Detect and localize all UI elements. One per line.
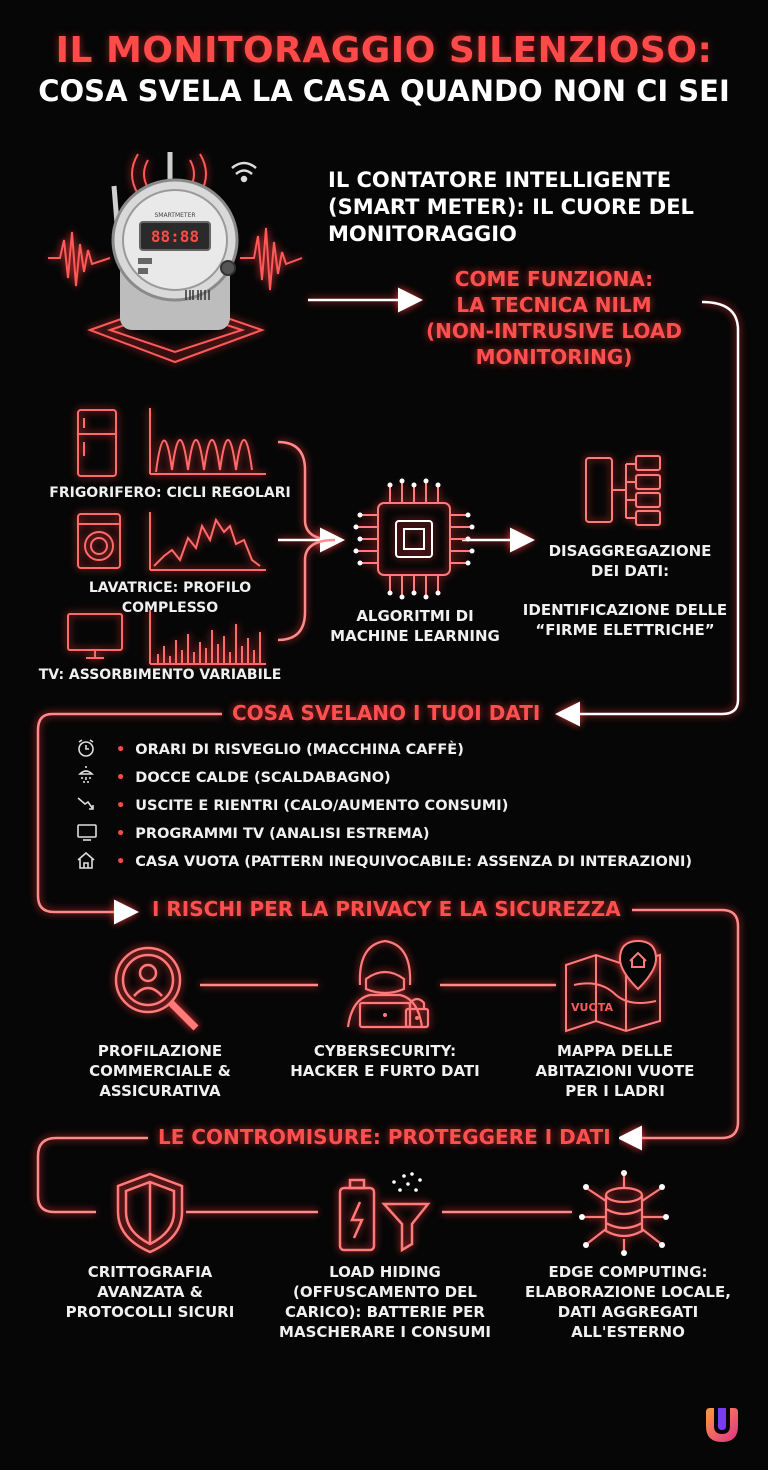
counter-label-line: CARICO): BATTERIE PER — [285, 1303, 485, 1321]
nilm-heading-line: LA TECNICA NILM — [456, 293, 652, 317]
reveal-item-text: DOCCE CALDE (SCALDABAGNO) — [135, 770, 391, 786]
tv-icon — [68, 614, 122, 658]
map-label: VUOTA — [571, 1001, 613, 1014]
ml-label — [330, 606, 500, 646]
alarm-clock-icon — [76, 738, 102, 762]
disaggregation-label — [520, 541, 740, 581]
meter-brand: SMARTMETER — [154, 212, 196, 219]
fridge-icon — [78, 410, 116, 476]
database-network-icon — [574, 1165, 674, 1261]
reveal-item-text: USCITE E RIENTRI (CALO/AUMENTO CONSUMI) — [135, 798, 509, 814]
ml-label-line: MACHINE LEARNING — [330, 627, 500, 645]
counter-label-line: AVANZATA & — [97, 1283, 203, 1301]
hacker-icon — [330, 935, 440, 1035]
reveal-item-text: CASA VUOTA (PATTERN INEQUIVOCABILE: ASSENZA DI INTERAZIONI) — [135, 854, 692, 870]
counter-label-line: ELABORAZIONE LOCALE, — [525, 1283, 731, 1301]
chip-icon — [348, 475, 480, 605]
ml-label-line: ALGORITMI DI — [356, 607, 474, 625]
appliance-signatures — [60, 400, 280, 680]
counter-label-line: ALL'ESTERNO — [571, 1323, 685, 1341]
disaggregation-sub — [505, 600, 745, 640]
fridge-signature — [150, 408, 266, 474]
meter-display: 88:88 — [150, 227, 200, 246]
counter-label-line: (OFFUSCAMENTO DEL — [293, 1283, 477, 1301]
battery-filter-icon — [330, 1168, 440, 1258]
counter-label-line: PROTOCOLLI SICURI — [65, 1303, 235, 1321]
risk-label-cyber — [280, 1041, 490, 1081]
risk-label-line: ASSICURATIVA — [99, 1082, 221, 1100]
reveal-title: COSA SVELANO I TUOI DATI — [224, 701, 548, 725]
counter-label-edge — [508, 1262, 748, 1342]
tree-structure-icon — [580, 450, 670, 530]
risk-label-map — [510, 1041, 720, 1101]
nilm-heading-line: MONITORING) — [475, 345, 633, 369]
counter-label-line: CRITTOGRAFIA — [87, 1263, 213, 1281]
reveal-item: • PROGRAMMI TV (ANALISI ESTREMA) — [76, 822, 429, 846]
appliance-label-fridge: FRIGORIFERO: CICLI REGOLARI — [49, 485, 291, 501]
main-subtitle: COSA SVELA LA CASA QUANDO NON CI SEI — [38, 74, 730, 108]
disaggregation-label-line: DEI DATI: — [590, 562, 670, 580]
counter-label-line: MASCHERARE I CONSUMI — [279, 1323, 491, 1341]
tv-signature — [150, 610, 266, 664]
appliance-label-tv: TV: ASSORBIMENTO VARIABILE — [38, 667, 282, 683]
counter-label-loadhiding — [265, 1262, 505, 1342]
appliance-label-washer: LAVATRICE: PROFILO COMPLESSO — [88, 580, 252, 616]
counter-label-line: EDGE COMPUTING: — [548, 1263, 708, 1281]
risk-label-line: HACKER E FURTO DATI — [290, 1062, 480, 1080]
reveal-item: • CASA VUOTA (PATTERN INEQUIVOCABILE: ASSENZA DI INTERAZIONI) — [76, 850, 692, 874]
meter-heading — [328, 167, 728, 248]
meter-heading-line: IL CONTATORE INTELLIGENTE — [328, 168, 672, 192]
brand-logo-icon — [702, 1404, 742, 1444]
risk-label-line: PER I LADRI — [565, 1082, 665, 1100]
risks-title: I RISCHI PER LA PRIVACY E LA SICUREZZA — [144, 897, 629, 921]
reveal-item: • DOCCE CALDE (SCALDABAGNO) — [76, 766, 391, 790]
counter-label-line: DATI AGGREGATI — [557, 1303, 699, 1321]
tv-icon — [76, 822, 102, 846]
nilm-heading — [418, 266, 690, 370]
washing-machine-icon — [78, 514, 120, 568]
nilm-heading-line: (NON-INTRUSIVE LOAD — [426, 319, 682, 343]
shower-icon — [76, 766, 102, 790]
disaggregation-sub-line: IDENTIFICAZIONE DELLE — [522, 601, 728, 619]
meter-heading-line: (SMART METER): IL CUORE DEL — [328, 195, 694, 219]
nilm-heading-line: COME FUNZIONA: — [454, 267, 654, 291]
washing-signature — [150, 512, 266, 570]
disaggregation-sub-line: “FIRME ELETTRICHE” — [535, 621, 715, 639]
risk-label-line: PROFILAZIONE — [97, 1042, 223, 1060]
home-icon — [76, 850, 102, 874]
reveal-item: • USCITE E RIENTRI (CALO/AUMENTO CONSUMI) — [76, 794, 508, 818]
shield-icon — [110, 1168, 190, 1258]
trend-down-icon — [76, 794, 102, 818]
counter-label-crypto — [50, 1262, 250, 1322]
countermeasures-title: LE CONTROMISURE: PROTEGGERE I DATI — [150, 1125, 619, 1149]
risk-label-line: MAPPA DELLE — [556, 1042, 674, 1060]
risk-label-line: COMMERCIALE & — [89, 1062, 231, 1080]
reveal-item-text: PROGRAMMI TV (ANALISI ESTREMA) — [135, 826, 430, 842]
risk-label-line: ABITAZIONI VUOTE — [535, 1062, 695, 1080]
map-pin-home-icon — [560, 935, 670, 1035]
meter-heading-line: MONITORAGGIO — [328, 222, 517, 246]
smart-meter-icon — [40, 140, 310, 370]
risk-label-profiling — [60, 1041, 260, 1101]
profile-search-icon — [108, 940, 208, 1035]
counter-label-line: LOAD HIDING — [329, 1263, 441, 1281]
main-title: IL MONITORAGGIO SILENZIOSO: — [55, 30, 713, 71]
disaggregation-label-line: DISAGGREGAZIONE — [548, 542, 712, 560]
risk-label-line: CYBERSECURITY: — [313, 1042, 457, 1060]
reveal-item: • ORARI DI RISVEGLIO (MACCHINA CAFFÈ) — [76, 738, 464, 762]
reveal-item-text: ORARI DI RISVEGLIO (MACCHINA CAFFÈ) — [135, 742, 464, 758]
